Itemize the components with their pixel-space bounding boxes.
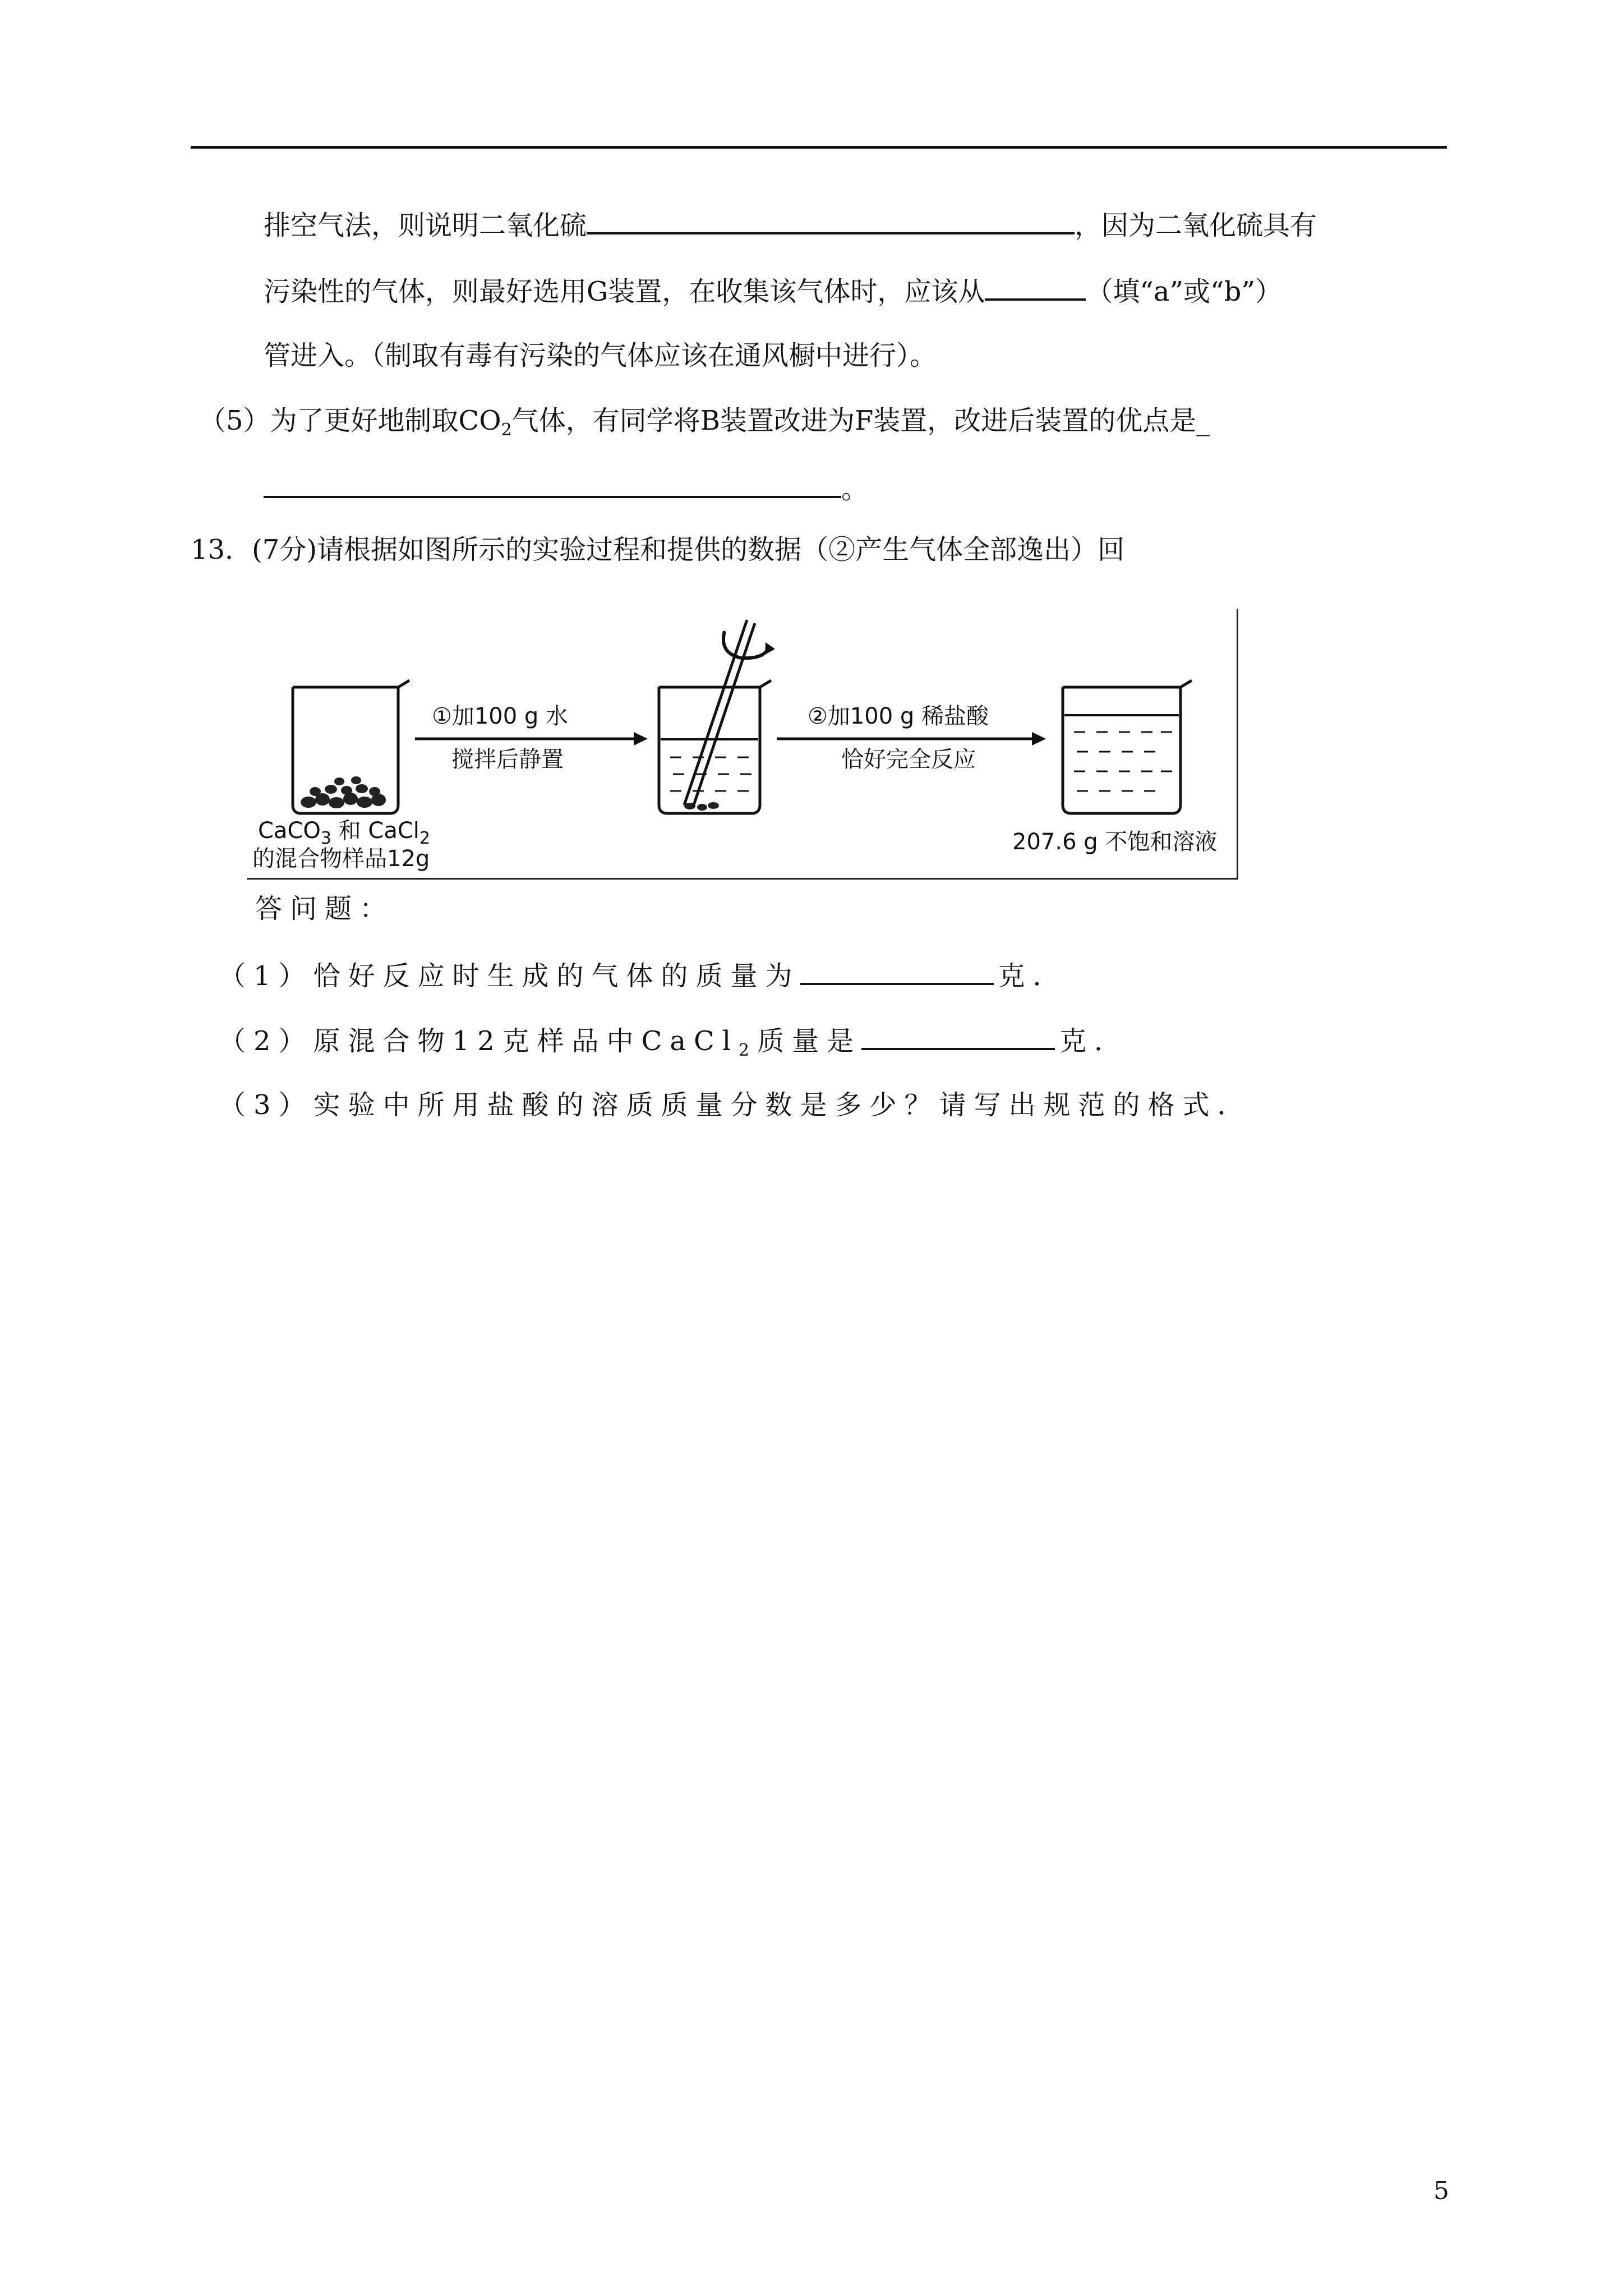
q13-sub2-text-a: （2）原混合物12克样品中CaCl	[219, 1025, 739, 1057]
q12-line-1-text-a: 排空气法，则说明二氧化硫	[264, 210, 587, 241]
q12-line-1-text-b: ，因为二氧化硫具有	[1075, 210, 1317, 241]
beaker-3	[1063, 680, 1192, 813]
q12-sub5-text-b: 气体，有同学将B装置改进为F装置，改进后装置的优点是_	[511, 405, 1210, 436]
answer-blank-5[interactable]	[861, 1023, 1055, 1050]
q12-line-3-text: 管进入。（制取有毒有污染的气体应该在通风橱中进行）。	[264, 340, 937, 371]
q12-sub5-answer-line	[264, 471, 868, 506]
q13-title-cont-text: 答问题：	[255, 893, 395, 924]
sediment-2	[684, 802, 719, 811]
q13-sub2-subscript: 2	[739, 1041, 758, 1060]
q13-title-text: 13．(7分)请根据如图所示的实验过程和提供的数据（②产生气体全部逸出）回	[191, 534, 1125, 565]
answer-blank-3[interactable]	[264, 471, 841, 498]
sample-cacl: 和 CaCl	[338, 818, 419, 844]
q12-line-1	[264, 208, 1317, 242]
page-number: 5	[1433, 2177, 1449, 2205]
q13-sub2	[219, 1023, 1129, 1058]
q12-line-2	[264, 274, 1282, 309]
q12-sub5-text-a: （5）为了更好地制取CO	[199, 405, 501, 436]
sample-label-line-1	[258, 817, 430, 848]
sample-sub-2: 2	[419, 829, 430, 848]
q13-sub3	[219, 1088, 1252, 1122]
q12-sub5-end: 。	[841, 473, 869, 505]
step1-label-bottom: 搅拌后静置	[451, 747, 564, 772]
q13-sub1	[219, 958, 1068, 993]
beaker-2	[659, 680, 771, 813]
q13-title	[191, 533, 1124, 567]
answer-blank-1[interactable]	[587, 208, 1075, 234]
q12-line-2-text-b: （填“a”或“b”）	[1086, 276, 1282, 307]
step1-label-top: ①加100 g 水	[432, 703, 569, 729]
answer-blank-2[interactable]	[985, 274, 1086, 301]
step2-label-top: ②加100 g 稀盐酸	[808, 703, 989, 729]
arrow-2	[777, 732, 1046, 746]
header-rule	[191, 146, 1447, 149]
q13-sub1-text-b: 克．	[998, 960, 1068, 992]
arrow-1	[415, 732, 648, 746]
liquid-dashes-2	[670, 757, 751, 791]
step2-label-bottom: 恰好完全反应	[841, 747, 976, 772]
q13-sub2-text-b: 质量是	[757, 1025, 862, 1057]
stirring-rod	[684, 620, 775, 807]
solid-sample	[301, 776, 386, 808]
q13-sub2-text-c: 克．	[1059, 1025, 1129, 1057]
answer-blank-4[interactable]	[800, 958, 994, 985]
sample-label-line-2: 的混合物样品12g	[252, 846, 430, 872]
result-label: 207.6 g 不饱和溶液	[1012, 829, 1218, 855]
sample-caco3: CaCO	[258, 818, 321, 844]
q13-sub1-text-a: （1）恰好反应时生成的气体的质量为	[219, 960, 800, 992]
sample-sub-3: 3	[320, 829, 331, 848]
liquid-dashes-3	[1074, 732, 1172, 791]
q12-sub5-subscript: 2	[501, 420, 512, 440]
q12-line-2-text-a: 污染性的气体，则最好选用G装置，在收集该气体时，应该从	[264, 276, 985, 307]
experiment-figure	[247, 609, 1238, 880]
q12-line-3	[264, 339, 937, 372]
q13-title-cont	[255, 892, 394, 926]
q12-sub5	[199, 404, 1210, 438]
q13-sub3-text: （3）实验中所用盐酸的溶质质量分数是多少？请写出规范的格式．	[219, 1089, 1252, 1121]
